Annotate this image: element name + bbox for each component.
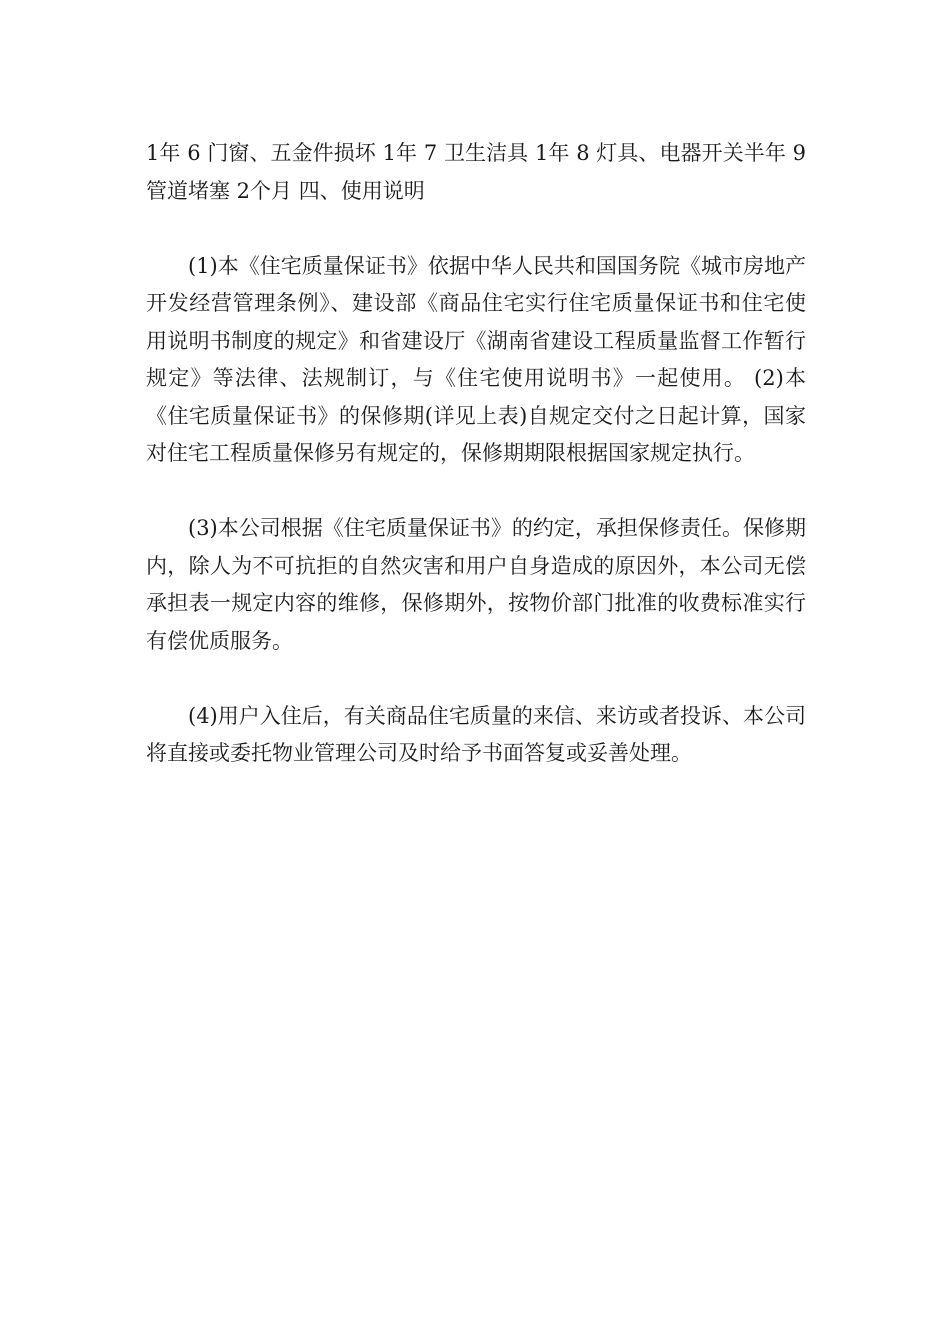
- paragraph-usage-3: (3)本公司根据《住宅质量保证书》的约定，承担保修责任。保修期内，除人为不可抗拒的自然灾害和用户自身造成的原因外，本公司无偿承担表一规定内容的维修，保修期外，按物价部门批准的收费标准实行有偿优质服务。: [146, 516, 806, 653]
- paragraph-usage-4: (4)用户入住后，有关商品住宅质量的来信、来访或者投诉、本公司将直接或委托物业管理公司及时给予书面答复或妥善处理。: [146, 703, 806, 765]
- paragraph-usage-1-2: (1)本《住宅质量保证书》依据中华人民共和国国务院《城市房地产开发经营管理条例》、建设部《商品住宅实行住宅质量保证书和住宅使用说明书制度的规定》和省建设厅《湖南省建设工程质量监督工作暂行规定》等法律、法规制订，与《住宅使用说明书》一起使用。 (2)本《住宅质量保证书》的保修期(详见上表)自规定交付之日起计算，国家对住宅工程质量保修另有规定的，保修期期限根据国家规定执行。: [146, 253, 806, 465]
- paragraph-warranty-list: 1年 6 门窗、五金件损坏 1年 7 卫生洁具 1年 8 灯具、电器开关半年 9 管道堵塞 2个月 四、使用说明: [146, 141, 806, 203]
- document-body: [146, 135, 806, 773]
